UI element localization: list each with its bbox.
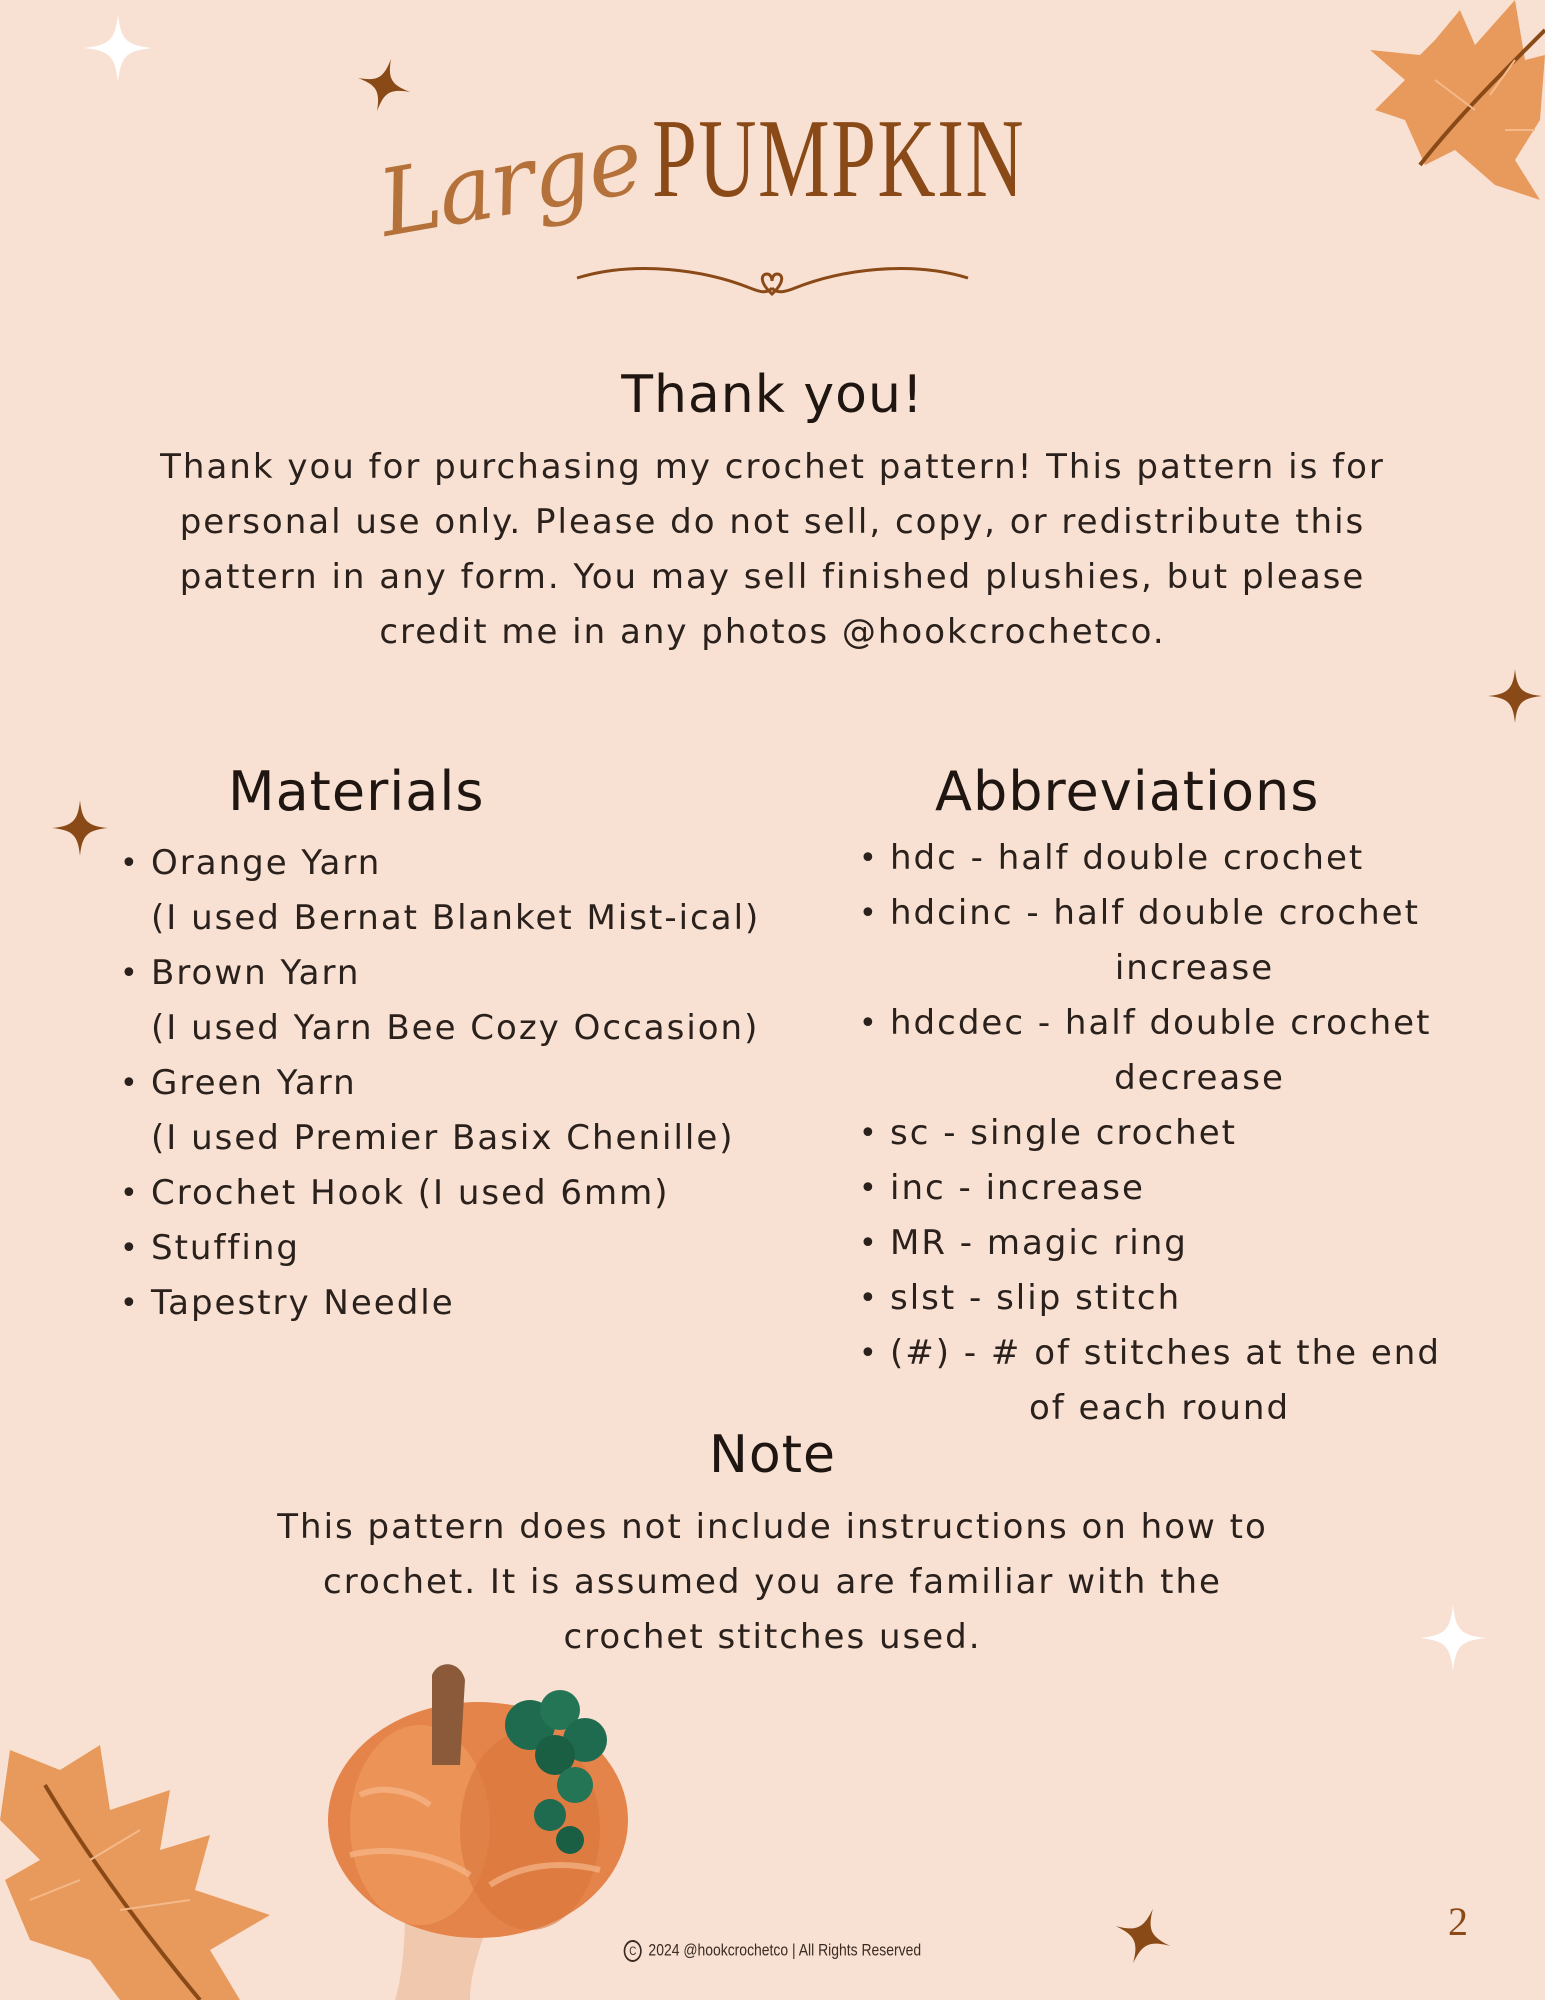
note-line: crochet. It is assumed you are familiar with the bbox=[323, 1562, 1222, 1602]
footer bbox=[139, 1940, 1406, 1962]
material-name: Orange Yarn bbox=[151, 843, 382, 883]
abbreviation-continued: increase bbox=[1114, 948, 1275, 988]
thanks-line: pattern in any form. You may sell finished plushies, but please bbox=[179, 557, 1366, 597]
heart-flourish-icon bbox=[575, 260, 970, 310]
note-line: This pattern does not include instructions on how to bbox=[277, 1507, 1268, 1547]
material-name: Crochet Hook (I used 6mm) bbox=[151, 1173, 670, 1213]
abbreviation-continued: of each round bbox=[1028, 1388, 1291, 1428]
material-name: Green Yarn bbox=[151, 1063, 357, 1103]
material-name: Stuffing bbox=[151, 1228, 300, 1268]
footer-text: 2024 @hookcrochetco | All Rights Reserved bbox=[648, 1940, 922, 1960]
list-item bbox=[859, 996, 1509, 1106]
thanks-section bbox=[0, 365, 1545, 425]
title bbox=[0, 95, 1545, 258]
list-item bbox=[120, 836, 840, 946]
thanks-line: Thank you for purchasing my crochet pattern! This pattern is for bbox=[160, 447, 1385, 487]
list-item bbox=[859, 1271, 1509, 1326]
thanks-line: personal use only. Please do not sell, copy, or redistribute this bbox=[179, 502, 1366, 542]
abbreviation: slst - slip stitch bbox=[890, 1278, 1182, 1318]
list-item bbox=[120, 1166, 840, 1221]
list-item bbox=[120, 946, 840, 1056]
star-icon bbox=[1486, 667, 1544, 725]
abbreviation: (#) - # of stitches at the end bbox=[890, 1333, 1441, 1373]
note-line: crochet stitches used. bbox=[563, 1617, 982, 1657]
abbreviation: inc - increase bbox=[890, 1168, 1145, 1208]
list-item bbox=[859, 1216, 1509, 1271]
list-item bbox=[120, 1276, 840, 1331]
note-body bbox=[220, 1500, 1325, 1665]
sparkle-icon bbox=[82, 12, 154, 84]
thanks-heading: Thank you! bbox=[621, 365, 924, 425]
list-item bbox=[859, 1161, 1509, 1216]
abbreviation: sc - single crochet bbox=[890, 1113, 1237, 1153]
abbreviations-heading: Abbreviations bbox=[935, 760, 1320, 823]
note-heading: Note bbox=[708, 1425, 837, 1485]
list-item bbox=[120, 1056, 840, 1166]
page-number: 2 bbox=[1448, 1899, 1468, 1944]
abbreviation: MR - magic ring bbox=[890, 1223, 1188, 1263]
abbreviation: hdc - half double crochet bbox=[890, 838, 1365, 878]
materials-heading: Materials bbox=[228, 760, 485, 823]
note-section bbox=[0, 1425, 1545, 1485]
list-item bbox=[120, 1221, 840, 1276]
sparkle-icon bbox=[1418, 1603, 1488, 1673]
material-name: Brown Yarn bbox=[151, 953, 361, 993]
list-item bbox=[859, 1106, 1509, 1161]
material-detail: (I used Yarn Bee Cozy Occasion) bbox=[151, 1008, 760, 1048]
abbreviation: hdcdec - half double crochet bbox=[890, 1003, 1432, 1043]
abbreviation: hdcinc - half double crochet bbox=[890, 893, 1420, 933]
list-item bbox=[859, 886, 1509, 996]
materials-list bbox=[120, 836, 840, 1331]
thanks-line: credit me in any photos @hookcrochetco. bbox=[379, 612, 1166, 652]
title-main: PUMPKIN bbox=[652, 97, 1026, 221]
material-name: Tapestry Needle bbox=[151, 1283, 455, 1323]
list-item bbox=[859, 1326, 1509, 1436]
material-detail: (I used Bernat Blanket Mist-ical) bbox=[151, 898, 761, 938]
thanks-body bbox=[100, 440, 1445, 660]
abbreviation-continued: decrease bbox=[1114, 1058, 1285, 1098]
abbreviations-list bbox=[859, 831, 1509, 1436]
material-detail: (I used Premier Basix Chenille) bbox=[151, 1118, 735, 1158]
list-item bbox=[859, 831, 1509, 886]
title-script: Large bbox=[370, 106, 649, 258]
copyright-icon: C bbox=[624, 1940, 642, 1962]
star-icon bbox=[50, 798, 110, 858]
